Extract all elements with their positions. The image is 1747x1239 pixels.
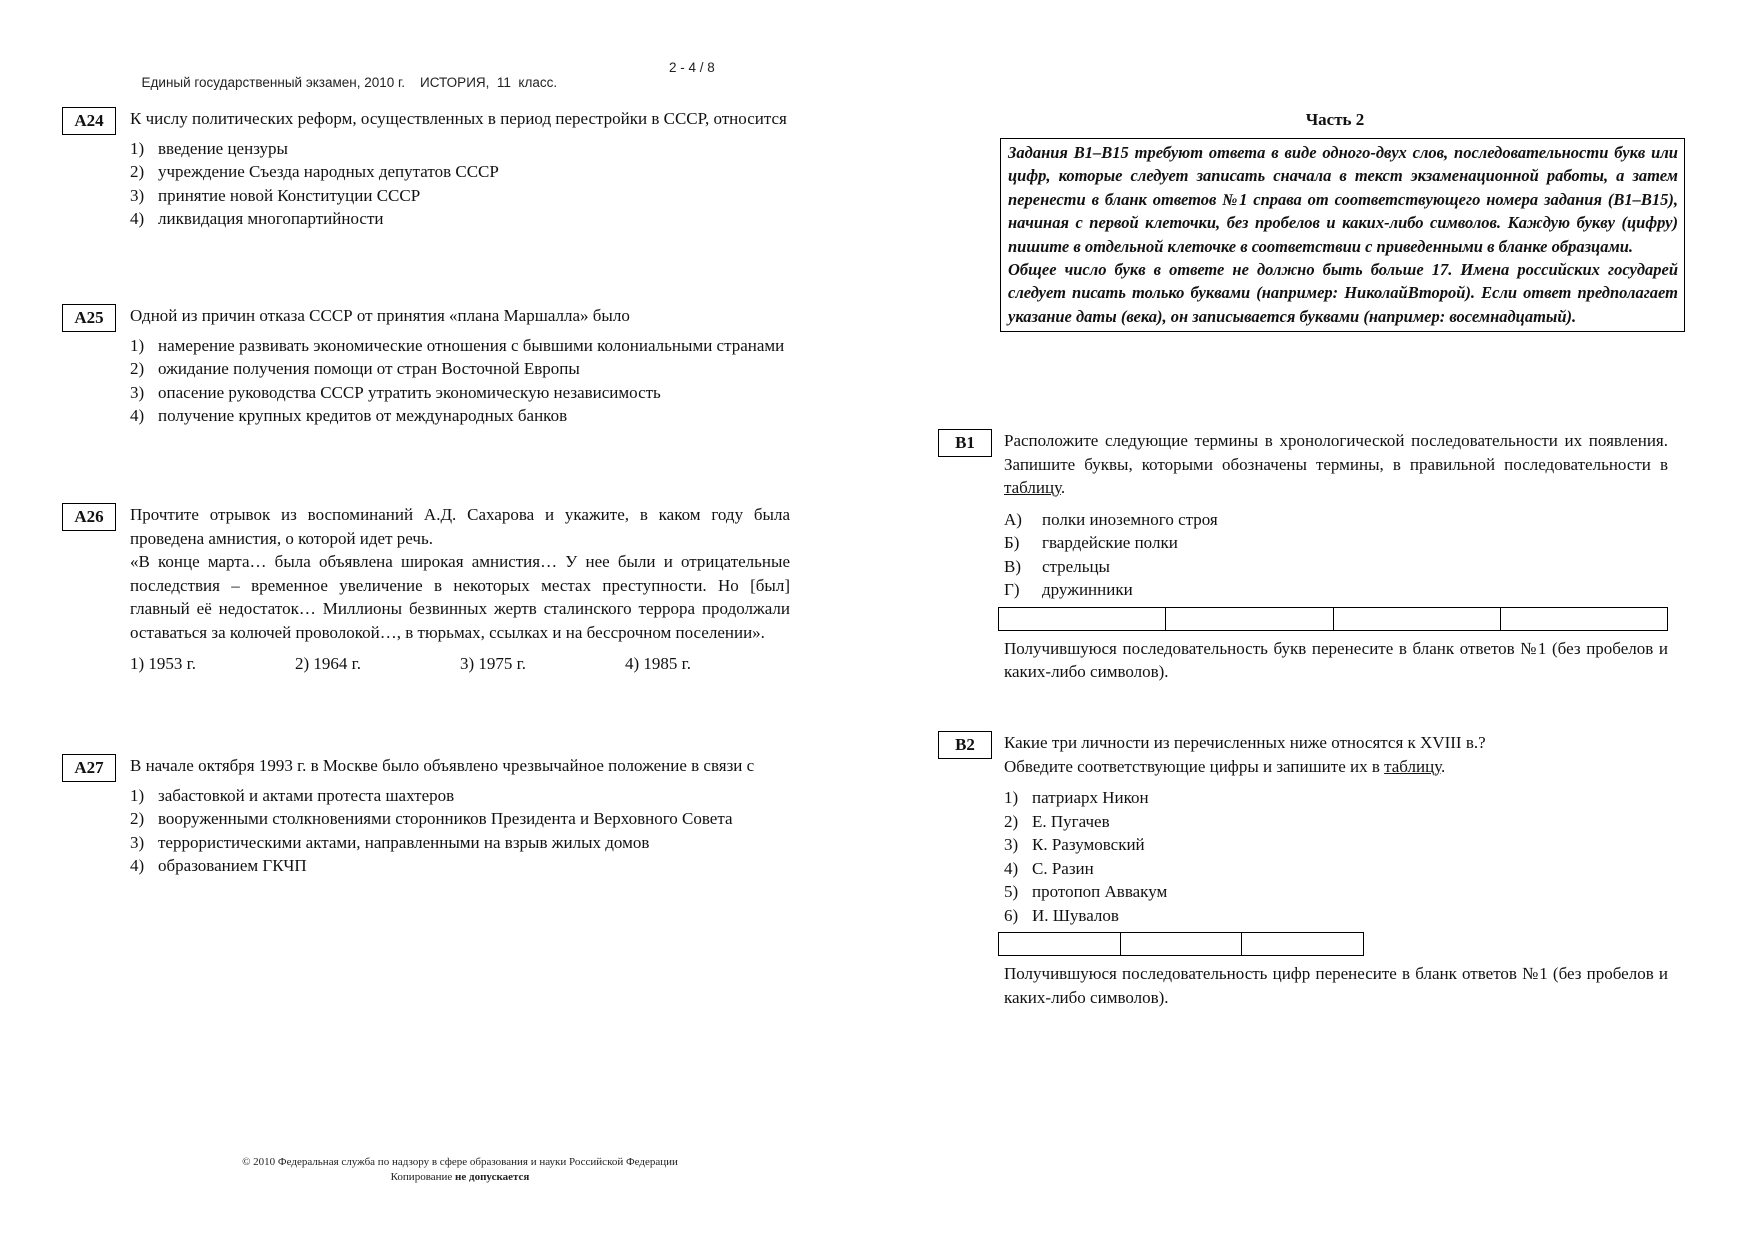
- option: В) стрельцы: [1004, 556, 1110, 576]
- part-title: Часть 2: [1305, 110, 1365, 129]
- header-title: Единый государственный экзамен, 2010 г. ИСТОРИЯ, 11 класс.: [141, 75, 558, 90]
- answer-cell[interactable]: [1242, 933, 1363, 955]
- table-link: таблицу: [1004, 478, 1061, 497]
- option: 3) К. Разумовский: [1004, 835, 1145, 854]
- option: 6) И. Шувалов: [1004, 905, 1119, 925]
- option: 3) принятие новой Конституции СССР: [130, 185, 421, 205]
- task-tag: В2: [938, 731, 992, 759]
- answer-cell[interactable]: [1121, 933, 1243, 955]
- task-quote: «В конце марта… была объявлена широкая амнистия… У нее были и отрицательные последствия – временное увеличение в некоторых местах преступности. Но [был] главный её недостаток… Миллионы безвинных жертв сталинского террора продолжали оставаться за колючей проволокой…, в тюрьмах, ссылках и на бессрочном поселении».: [130, 552, 790, 642]
- option: 2) вооруженными столкновениями сторонников Президента и Верховного Совета: [130, 809, 733, 828]
- options-list: [1004, 508, 1668, 602]
- task-a25: [62, 304, 790, 428]
- answer-cell[interactable]: [1501, 608, 1667, 630]
- option: 2) учреждение Съезда народных депутатов СССР: [130, 162, 499, 181]
- answer-grid-b2[interactable]: [998, 932, 1364, 956]
- answer-cell[interactable]: [999, 608, 1166, 630]
- answer-cell[interactable]: [1334, 608, 1501, 630]
- task-a24: [62, 107, 790, 231]
- options-list: [1004, 786, 1668, 927]
- answer-option: 3) 1975 г.: [460, 654, 526, 673]
- option: 2) ожидание получения помощи от стран Восточной Европы: [130, 359, 580, 378]
- answer-option: 4) 1985 г.: [625, 654, 691, 673]
- table-link: таблицу: [1384, 756, 1441, 776]
- option: 3) террористическими актами, направленными на взрыв жилых домов: [130, 832, 650, 852]
- answers-row: [130, 652, 790, 676]
- instructions-box: [1000, 138, 1685, 332]
- task-tag: A27: [62, 754, 116, 782]
- option: 4) получение крупных кредитов от международных банков: [130, 406, 568, 425]
- task-note: Получившуюся последовательность букв перенесите в бланк ответов №1 (без пробелов и каких-либо символов).: [1004, 638, 1668, 681]
- task-question: Обведите соответствующие цифры и запишите их в таблицу.: [1004, 756, 1446, 776]
- right-column: [938, 0, 1678, 1020]
- copyright-line: © 2010 Федеральная служба по надзору в сфере образования и науки Российской Федерации: [242, 1156, 678, 1168]
- task-tag: A25: [62, 304, 116, 332]
- task-a26: [62, 503, 790, 676]
- answer-cell[interactable]: [999, 933, 1121, 955]
- option: 1) забастовкой и актами протеста шахтеров: [130, 785, 455, 805]
- task-question: Какие три личности из перечисленных ниже относятся к XVIII в.?: [1004, 733, 1486, 752]
- answer-cell[interactable]: [1166, 608, 1333, 630]
- instructions-text: Задания В1–В15 требуют ответа в виде одного-двух слов, последовательности букв или цифр, которые следует записать сначала в текст экзаменационной работы, а затем перенести в бланк ответов №1 справа от соответствующего номера задания (В1–В15), начиная с первой клеточки, без пробелов и каких-либо символов. Каждую букву (цифру) пишите в отдельной клеточке в соответствии с приведенными в бланке образцами.: [1008, 143, 1678, 256]
- option: 4) образованием ГКЧП: [130, 856, 307, 875]
- task-tag: A26: [62, 503, 116, 531]
- task-b2: [938, 731, 1668, 1009]
- option: А) полки иноземного строя: [1004, 509, 1218, 529]
- options-list: [130, 137, 790, 231]
- option: 1) намерение развивать экономические отношения с бывшими колониальными странами: [130, 335, 785, 355]
- task-question: В начале октября 1993 г. в Москве было объявлено чрезвычайное положение в связи с: [130, 756, 755, 775]
- option: 1) патриарх Никон: [1004, 788, 1149, 807]
- option: 3) опасение руководства СССР утратить экономическую независимость: [130, 382, 661, 402]
- task-question: Одной из причин отказа СССР от принятия «плана Маршалла» было: [130, 306, 630, 325]
- option: 4) ликвидация многопартийности: [130, 209, 384, 228]
- task-b1: [938, 429, 1668, 684]
- task-note: Получившуюся последовательность цифр перенесите в бланк ответов №1 (без пробелов и каких-либо символов).: [1004, 964, 1668, 1007]
- instructions-text: Общее число букв в ответе не должно быть больше 17. Имена российских государей следует писать только буквами (например: НиколайВторой). Если ответ предполагает указание даты (века), он записывается буквами (например: восемнадцатый).: [1008, 260, 1678, 326]
- task-question: К числу политических реформ, осуществленных в период перестройки в СССР, относится: [130, 109, 787, 128]
- page-footer: [195, 1155, 725, 1185]
- task-tag: A24: [62, 107, 116, 135]
- option: 1) введение цензуры: [130, 138, 288, 158]
- option: 4) С. Разин: [1004, 858, 1094, 878]
- page-number: 2 - 4 / 8: [669, 60, 715, 75]
- options-list: [130, 334, 790, 428]
- copy-notice: Копирование не допускается: [390, 1171, 530, 1183]
- answer-option: 1) 1953 г.: [130, 654, 196, 673]
- task-a27: [62, 754, 790, 878]
- option: 5) протопоп Аввакум: [1004, 882, 1168, 901]
- option: Г) дружинники: [1004, 580, 1133, 599]
- options-list: [130, 784, 790, 878]
- option: Б) гвардейские полки: [1004, 533, 1178, 552]
- task-question: Прочтите отрывок из воспоминаний А.Д. Сахарова и укажите, в каком году была проведена амнистия, о которой идет речь.: [130, 505, 790, 548]
- answer-grid-b1[interactable]: [998, 607, 1668, 631]
- answer-option: 2) 1964 г.: [295, 654, 361, 673]
- task-question: Расположите следующие термины в хронологической последовательности их появления. Запишите буквы, которыми обозначены термины, в правильной последовательности в таблицу.: [1004, 431, 1668, 497]
- page-header: [134, 60, 715, 105]
- option: 2) Е. Пугачев: [1004, 811, 1110, 831]
- task-tag: В1: [938, 429, 992, 457]
